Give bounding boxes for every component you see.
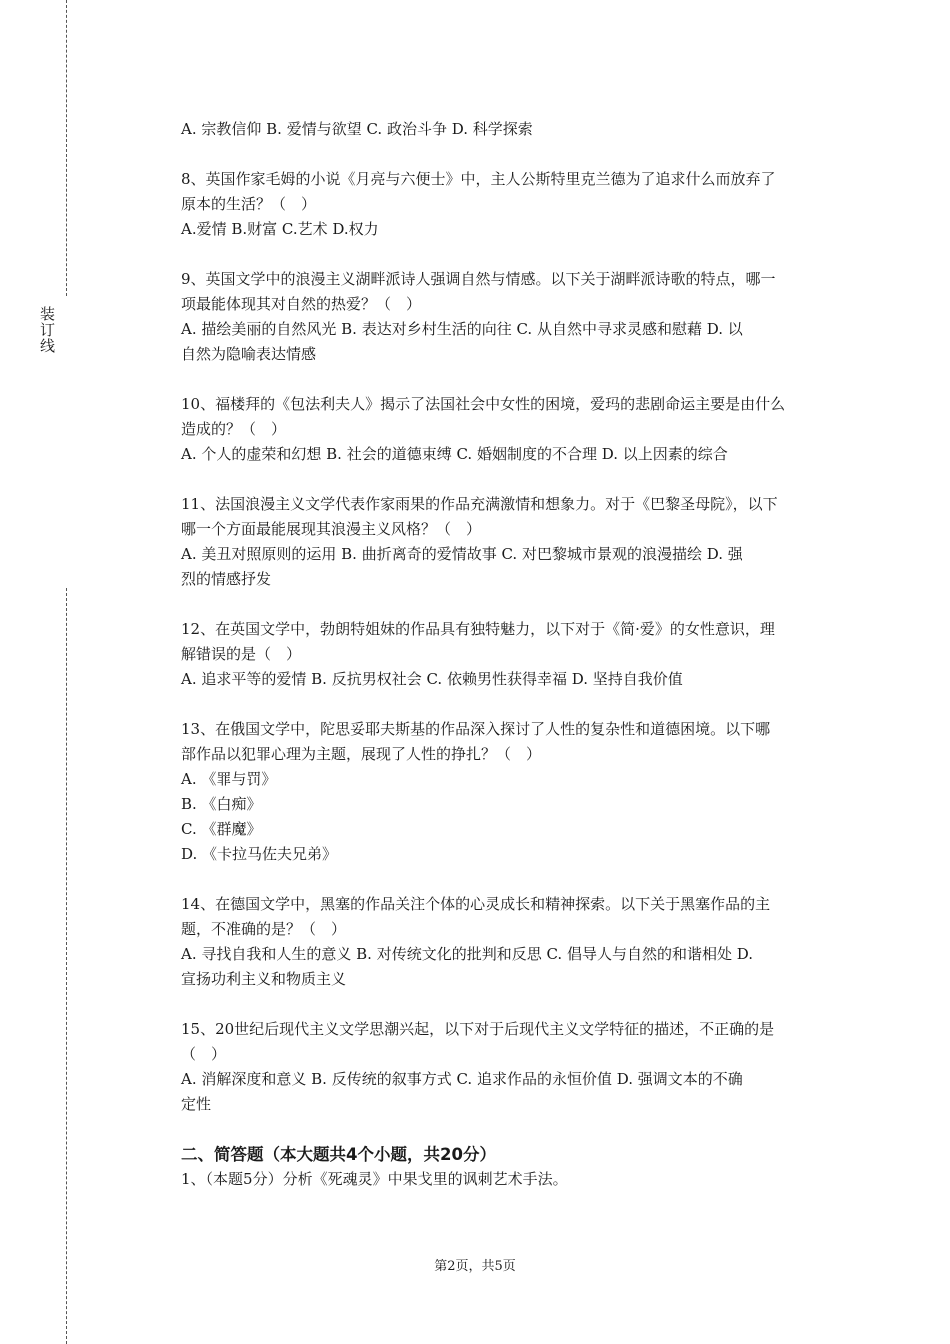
option-d: D. 《卡拉马佐夫兄弟》 [181,845,338,863]
question-options: A. 追求平等的爱情 B. 反抗男权社会 C. 依赖男性获得幸福 D. 坚持自我价值 [181,670,683,688]
question-options: A. 描绘美丽的自然风光 B. 表达对乡村生活的向往 C. 从自然中寻求灵感和慰藉 D. 以 [181,320,743,338]
question-10 [181,392,841,467]
prev-question-options: A. 宗教信仰 B. 爱情与欲望 C. 政治斗争 D. 科学探索 [181,120,533,138]
short-answer-question-1: 1、（本题5分）分析《死魂灵》中果戈里的讽刺艺术手法。 [181,1170,568,1188]
question-options: 自然为隐喻表达情感 [181,345,317,363]
question-options: A. 个人的虚荣和幻想 B. 社会的道德束缚 C. 婚姻制度的不合理 D. 以上因素的综合 [181,445,728,463]
question-text: 14、在德国文学中，黑塞的作品关注个体的心灵成长和精神探索。以下关于黑塞作品的主 [181,895,771,913]
section-title-short-answer: 二、简答题（本大题共4个小题，共20分） [181,1145,496,1164]
question-13 [181,717,841,867]
question-text: 11、法国浪漫主义文学代表作家雨果的作品充满激情和想象力。对于《巴黎圣母院》，以下 [181,495,778,513]
exam-content [181,117,841,1192]
question-9 [181,267,841,367]
question-text: 13、在俄国文学中，陀思妥耶夫斯基的作品深入探讨了人性的复杂性和道德困境。以下哪 [181,720,771,738]
question-text: 解错误的是（ ） [181,645,302,663]
question-8 [181,167,841,242]
question-options: A.爱情 B.财富 C.艺术 D.权力 [181,220,379,238]
question-text: 题，不准确的是？（ ） [181,920,347,938]
question-text: 造成的？（ ） [181,420,287,438]
option-c: C. 《群魔》 [181,820,262,838]
question-options: A. 美丑对照原则的运用 B. 曲折离奇的爱情故事 C. 对巴黎城市景观的浪漫描绘 D. 强 [181,545,743,563]
question-text: 原本的生活？（ ） [181,195,317,213]
question-options: 宣扬功利主义和物质主义 [181,970,347,988]
question-text: 10、福楼拜的《包法利夫人》揭示了法国社会中女性的困境，爱玛的悲剧命运主要是由什么 [181,395,786,413]
question-14 [181,892,841,992]
question-text: 项最能体现其对自然的热爱？（ ） [181,295,422,313]
question-text: 15、20世纪后现代主义文学思潮兴起，以下对于后现代主义文学特征的描述，不正确的是 [181,1020,775,1038]
question-text: 部作品以犯罪心理为主题，展现了人性的挣扎？（ ） [181,745,542,763]
question-text: 哪一个方面最能展现其浪漫主义风格？（ ） [181,520,482,538]
question-text: 9、英国文学中的浪漫主义湖畔派诗人强调自然与情感。以下关于湖畔派诗歌的特点，哪一 [181,270,776,288]
question-options: 定性 [181,1095,212,1113]
binding-line-top [66,0,67,296]
page-number: 第2页，共5页 [434,1259,516,1274]
option-b: B. 《白痴》 [181,795,262,813]
question-15 [181,1017,841,1117]
question-options: A. 寻找自我和人生的意义 B. 对传统文化的批判和反思 C. 倡导人与自然的和谐相处 D. [181,945,753,963]
question-text: 8、英国作家毛姆的小说《月亮与六便士》中，主人公斯特里克兰德为了追求什么而放弃了 [181,170,776,188]
question-12 [181,617,841,692]
option-a: A. 《罪与罚》 [181,770,277,788]
question-options: 烈的情感抒发 [181,570,272,588]
binding-label: 装订线 [38,306,56,354]
question-11 [181,492,841,592]
binding-line-bottom [66,588,67,1344]
question-options: A. 消解深度和意义 B. 反传统的叙事方式 C. 追求作品的永恒价值 D. 强调文本的不确 [181,1070,743,1088]
question-text: （ ） [181,1045,227,1063]
question-text: 12、在英国文学中，勃朗特姐妹的作品具有独特魅力，以下对于《简·爱》的女性意识，理 [181,620,775,638]
